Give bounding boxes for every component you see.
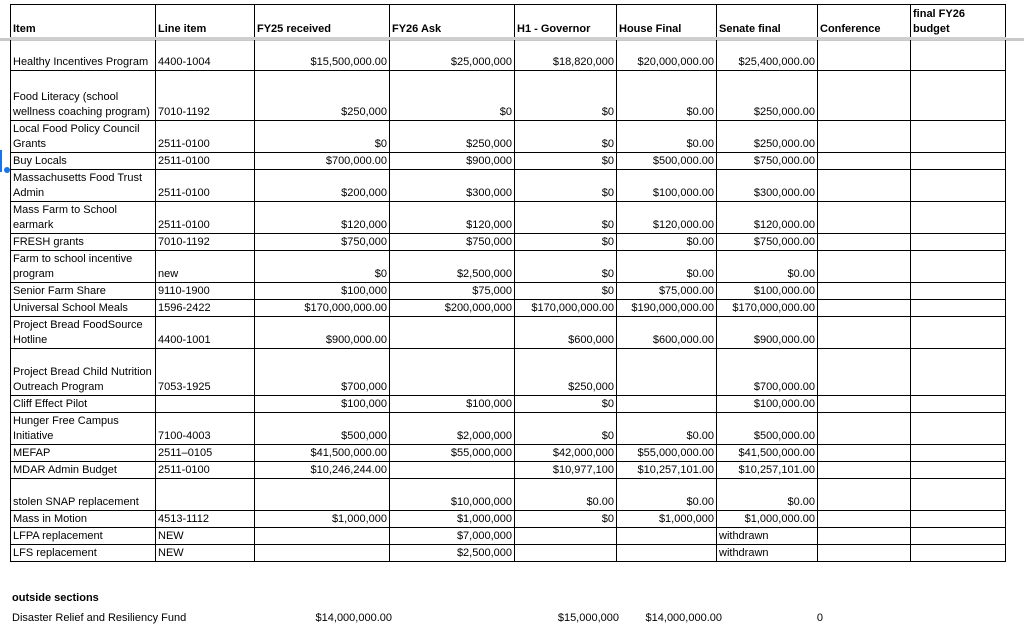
cell-final[interactable]: [911, 511, 1006, 528]
cell-final[interactable]: [911, 300, 1006, 317]
cell-ask[interactable]: $300,000: [390, 170, 515, 202]
cell-conference[interactable]: [818, 39, 911, 71]
cell-line[interactable]: 2511-0100: [156, 170, 255, 202]
cell-gov[interactable]: $0: [515, 202, 617, 234]
cell-final[interactable]: [911, 317, 1006, 349]
table-row: [11, 479, 1006, 511]
cell-senate[interactable]: $750,000.00: [717, 234, 818, 251]
cell-house[interactable]: $75,000.00: [617, 283, 717, 300]
cell-house[interactable]: $120,000.00: [617, 202, 717, 234]
table-row: [11, 153, 1006, 170]
cell-senate[interactable]: $900,000.00: [717, 317, 818, 349]
cell-fy25[interactable]: $200,000: [255, 170, 390, 202]
cell-senate[interactable]: $41,500,000.00: [717, 445, 818, 462]
cell-senate[interactable]: $10,257,101.00: [717, 462, 818, 479]
table-row: [11, 251, 1006, 283]
cell-line[interactable]: [156, 479, 255, 511]
table-row: [11, 528, 1006, 545]
table-row: [11, 170, 1006, 202]
cell-line[interactable]: 9110-1900: [156, 283, 255, 300]
cell-final[interactable]: [911, 71, 1006, 121]
cell-item[interactable]: Food Literacy (school wellness coaching program): [11, 71, 156, 121]
cell-ask[interactable]: $2,000,000: [390, 413, 515, 445]
cell-ask[interactable]: $250,000: [390, 121, 515, 153]
header-row: [11, 5, 1006, 39]
cell-house[interactable]: $0.00: [617, 413, 717, 445]
cell-line[interactable]: 2511-0100: [156, 462, 255, 479]
cell-line[interactable]: 7100-4003: [156, 413, 255, 445]
cell-conference[interactable]: [818, 528, 911, 545]
cell-gov[interactable]: $0.00: [515, 479, 617, 511]
cell-conference[interactable]: [818, 545, 911, 562]
cell-senate[interactable]: withdrawn: [717, 545, 818, 562]
cell-gov[interactable]: $0: [515, 251, 617, 283]
cell-fy25[interactable]: $900,000.00: [255, 317, 390, 349]
cell-house[interactable]: $100,000.00: [617, 170, 717, 202]
cell-ask[interactable]: $55,000,000: [390, 445, 515, 462]
cell-fy25[interactable]: $0: [255, 121, 390, 153]
table-row: [11, 349, 1006, 396]
cell-line[interactable]: new: [156, 251, 255, 283]
cell-line[interactable]: 4400-1004: [156, 39, 255, 71]
cell-final[interactable]: [911, 170, 1006, 202]
table-row: [11, 545, 1006, 562]
cell-house[interactable]: $1,000,000: [617, 511, 717, 528]
cell-final[interactable]: [911, 445, 1006, 462]
outside-sections-title[interactable]: outside sections: [12, 592, 99, 604]
outside-row[interactable]: [10, 611, 1020, 626]
cell-senate[interactable]: $100,000.00: [717, 283, 818, 300]
column-header[interactable]: FY25 received: [255, 5, 390, 39]
cell-item[interactable]: Massachusetts Food Trust Admin: [11, 170, 156, 202]
cell-fy25[interactable]: $250,000: [255, 71, 390, 121]
cell-gov[interactable]: $600,000: [515, 317, 617, 349]
cell-senate[interactable]: $300,000.00: [717, 170, 818, 202]
cell-final[interactable]: [911, 545, 1006, 562]
cell-line[interactable]: 2511-0100: [156, 121, 255, 153]
cell-line[interactable]: 7010-1192: [156, 234, 255, 251]
table-row: [11, 121, 1006, 153]
table-row: [11, 462, 1006, 479]
cell-conference[interactable]: [818, 234, 911, 251]
cell-conference[interactable]: [818, 202, 911, 234]
cell-senate[interactable]: $1,000,000.00: [717, 511, 818, 528]
cell-final[interactable]: [911, 479, 1006, 511]
cell-house[interactable]: [617, 545, 717, 562]
cell-line[interactable]: 4513-1112: [156, 511, 255, 528]
cell-house[interactable]: $0.00: [617, 234, 717, 251]
cell-item[interactable]: Project Bread Child Nutrition Outreach Program: [11, 349, 156, 396]
cell-item[interactable]: LFPA replacement: [11, 528, 156, 545]
cell-gov[interactable]: $250,000: [515, 349, 617, 396]
cell-final[interactable]: [911, 153, 1006, 170]
cell-item[interactable]: Mass Farm to School earmark: [11, 202, 156, 234]
column-header[interactable]: H1 - Governor: [515, 5, 617, 39]
cell-conference[interactable]: [818, 153, 911, 170]
table-row: [11, 39, 1006, 71]
cell-ask[interactable]: $100,000: [390, 396, 515, 413]
cell-house[interactable]: $500,000.00: [617, 153, 717, 170]
column-header[interactable]: Line item: [156, 5, 255, 39]
selection-indicator[interactable]: [0, 150, 2, 172]
cell-line[interactable]: 1596-2422: [156, 300, 255, 317]
cell-ask[interactable]: $900,000: [390, 153, 515, 170]
cell-conference[interactable]: [818, 413, 911, 445]
cell-house[interactable]: $0.00: [617, 479, 717, 511]
column-header[interactable]: Item: [11, 5, 156, 39]
cell-ask[interactable]: $2,500,000: [390, 251, 515, 283]
cell-fy25[interactable]: $170,000,000.00: [255, 300, 390, 317]
cell-conference[interactable]: [818, 349, 911, 396]
outside-row-senate[interactable]: 0: [816, 612, 823, 624]
cell-item[interactable]: stolen SNAP replacement: [11, 479, 156, 511]
table-row: [11, 413, 1006, 445]
cell-line[interactable]: 7010-1192: [156, 71, 255, 121]
cell-item[interactable]: Farm to school incentive program: [11, 251, 156, 283]
cell-item[interactable]: Healthy Incentives Program: [11, 39, 156, 71]
cell-conference[interactable]: [818, 317, 911, 349]
cell-final[interactable]: [911, 462, 1006, 479]
cell-fy25[interactable]: $100,000: [255, 396, 390, 413]
table-row: [11, 202, 1006, 234]
cell-conference[interactable]: [818, 445, 911, 462]
cell-gov[interactable]: $18,820,000: [515, 39, 617, 71]
cell-senate[interactable]: $0.00: [717, 251, 818, 283]
cell-item[interactable]: MEFAP: [11, 445, 156, 462]
cell-house[interactable]: $20,000,000.00: [617, 39, 717, 71]
table-row: [11, 283, 1006, 300]
cell-house[interactable]: $10,257,101.00: [617, 462, 717, 479]
cell-gov[interactable]: $10,977,100: [515, 462, 617, 479]
column-header[interactable]: Conference: [818, 5, 911, 39]
cell-house[interactable]: $600,000.00: [617, 317, 717, 349]
cell-ask[interactable]: $0: [390, 71, 515, 121]
cell-fy25[interactable]: $0: [255, 251, 390, 283]
cell-conference[interactable]: [818, 170, 911, 202]
cell-item[interactable]: Project Bread FoodSource Hotline: [11, 317, 156, 349]
cell-senate[interactable]: $250,000.00: [717, 71, 818, 121]
cell-conference[interactable]: [818, 283, 911, 300]
cell-final[interactable]: [911, 413, 1006, 445]
table-row: [11, 300, 1006, 317]
cell-senate[interactable]: $120,000.00: [717, 202, 818, 234]
table-body: [11, 39, 1006, 562]
cell-gov[interactable]: $0: [515, 234, 617, 251]
cell-conference[interactable]: [818, 511, 911, 528]
cell-gov[interactable]: [515, 528, 617, 545]
column-header[interactable]: final FY26 budget: [911, 5, 1006, 39]
column-header[interactable]: Senate final: [717, 5, 818, 39]
table-row: [11, 234, 1006, 251]
cell-house[interactable]: $0.00: [617, 121, 717, 153]
cell-final[interactable]: [911, 349, 1006, 396]
cell-ask[interactable]: $120,000: [390, 202, 515, 234]
cell-final[interactable]: [911, 121, 1006, 153]
cell-ask[interactable]: $200,000,000: [390, 300, 515, 317]
cell-senate[interactable]: $750,000.00: [717, 153, 818, 170]
cell-item[interactable]: Mass in Motion: [11, 511, 156, 528]
cell-senate[interactable]: $100,000.00: [717, 396, 818, 413]
cell-gov[interactable]: [515, 545, 617, 562]
cell-conference[interactable]: [818, 71, 911, 121]
column-header[interactable]: FY26 Ask: [390, 5, 515, 39]
cell-house[interactable]: [617, 349, 717, 396]
cell-fy25[interactable]: $41,500,000.00: [255, 445, 390, 462]
table-row: [11, 317, 1006, 349]
cell-house[interactable]: [617, 528, 717, 545]
cell-ask[interactable]: $25,000,000: [390, 39, 515, 71]
cell-line[interactable]: 7053-1925: [156, 349, 255, 396]
cell-item[interactable]: MDAR Admin Budget: [11, 462, 156, 479]
table-row: [11, 511, 1006, 528]
cell-house[interactable]: $0.00: [617, 71, 717, 121]
cell-fy25[interactable]: $10,246,244.00: [255, 462, 390, 479]
cell-conference[interactable]: [818, 300, 911, 317]
outside-row-fy25[interactable]: $14,000,000.00: [315, 612, 392, 624]
cell-gov[interactable]: $0: [515, 413, 617, 445]
cell-final[interactable]: [911, 528, 1006, 545]
cell-final[interactable]: [911, 396, 1006, 413]
cell-item[interactable]: Cliff Effect Pilot: [11, 396, 156, 413]
cell-ask[interactable]: [390, 462, 515, 479]
cell-conference[interactable]: [818, 462, 911, 479]
cell-line[interactable]: [156, 396, 255, 413]
cell-ask[interactable]: $750,000: [390, 234, 515, 251]
cell-item[interactable]: Universal School Meals: [11, 300, 156, 317]
cell-conference[interactable]: [818, 396, 911, 413]
cell-final[interactable]: [911, 39, 1006, 71]
cell-gov[interactable]: $0: [515, 71, 617, 121]
cell-fy25[interactable]: [255, 479, 390, 511]
cell-item[interactable]: Hunger Free Campus Initiative: [11, 413, 156, 445]
cell-line[interactable]: 2511-0100: [156, 153, 255, 170]
cell-fy25[interactable]: $1,000,000: [255, 511, 390, 528]
cell-conference[interactable]: [818, 251, 911, 283]
cell-senate[interactable]: $25,400,000.00: [717, 39, 818, 71]
cell-conference[interactable]: [818, 121, 911, 153]
cell-fy25[interactable]: [255, 528, 390, 545]
cell-gov[interactable]: $0: [515, 511, 617, 528]
cell-item[interactable]: FRESH grants: [11, 234, 156, 251]
cell-line[interactable]: NEW: [156, 528, 255, 545]
cell-fy25[interactable]: $15,500,000.00: [255, 39, 390, 71]
cell-ask[interactable]: [390, 317, 515, 349]
cell-senate[interactable]: $250,000.00: [717, 121, 818, 153]
cell-gov[interactable]: $0: [515, 283, 617, 300]
cell-gov[interactable]: $0: [515, 396, 617, 413]
cell-fy25[interactable]: $700,000: [255, 349, 390, 396]
cell-line[interactable]: NEW: [156, 545, 255, 562]
cell-fy25[interactable]: $100,000: [255, 283, 390, 300]
cell-fy25[interactable]: $120,000: [255, 202, 390, 234]
cell-ask[interactable]: $2,500,000: [390, 545, 515, 562]
cell-final[interactable]: [911, 283, 1006, 300]
cell-ask[interactable]: $10,000,000: [390, 479, 515, 511]
cell-senate[interactable]: $500,000.00: [717, 413, 818, 445]
cell-gov[interactable]: $0: [515, 170, 617, 202]
column-header[interactable]: House Final: [617, 5, 717, 39]
cell-house[interactable]: $190,000,000.00: [617, 300, 717, 317]
cell-gov[interactable]: $0: [515, 121, 617, 153]
cell-gov[interactable]: $0: [515, 153, 617, 170]
cell-line[interactable]: 2511-0100: [156, 202, 255, 234]
table-row: [11, 445, 1006, 462]
cell-final[interactable]: [911, 202, 1006, 234]
selection-fill-handle[interactable]: [4, 167, 10, 173]
cell-gov[interactable]: $170,000,000.00: [515, 300, 617, 317]
cell-item[interactable]: LFS replacement: [11, 545, 156, 562]
cell-item[interactable]: Senior Farm Share: [11, 283, 156, 300]
cell-senate[interactable]: withdrawn: [717, 528, 818, 545]
table-row: [11, 396, 1006, 413]
cell-gov[interactable]: $42,000,000: [515, 445, 617, 462]
cell-conference[interactable]: [818, 479, 911, 511]
outside-row-gov[interactable]: $15,000,000: [557, 612, 619, 624]
cell-house[interactable]: $0.00: [617, 251, 717, 283]
cell-final[interactable]: [911, 234, 1006, 251]
cell-senate[interactable]: $170,000,000.00: [717, 300, 818, 317]
cell-ask[interactable]: $1,000,000: [390, 511, 515, 528]
cell-fy25[interactable]: [255, 545, 390, 562]
cell-fy25[interactable]: $700,000.00: [255, 153, 390, 170]
cell-final[interactable]: [911, 251, 1006, 283]
cell-house[interactable]: [617, 396, 717, 413]
cell-line[interactable]: 4400-1001: [156, 317, 255, 349]
cell-item[interactable]: Buy Locals: [11, 153, 156, 170]
cell-ask[interactable]: $7,000,000: [390, 528, 515, 545]
cell-fy25[interactable]: $500,000: [255, 413, 390, 445]
cell-house[interactable]: $55,000,000.00: [617, 445, 717, 462]
cell-senate[interactable]: $0.00: [717, 479, 818, 511]
cell-line[interactable]: 2511–0105: [156, 445, 255, 462]
table-row: [11, 71, 1006, 121]
budget-table: [10, 4, 1006, 562]
cell-ask[interactable]: [390, 349, 515, 396]
outside-row-item[interactable]: Disaster Relief and Resiliency Fund: [12, 612, 187, 624]
cell-ask[interactable]: $75,000: [390, 283, 515, 300]
cell-fy25[interactable]: $750,000: [255, 234, 390, 251]
cell-item[interactable]: Local Food Policy Council Grants: [11, 121, 156, 153]
outside-row-house[interactable]: $14,000,000.00: [645, 612, 722, 624]
cell-senate[interactable]: $700,000.00: [717, 349, 818, 396]
